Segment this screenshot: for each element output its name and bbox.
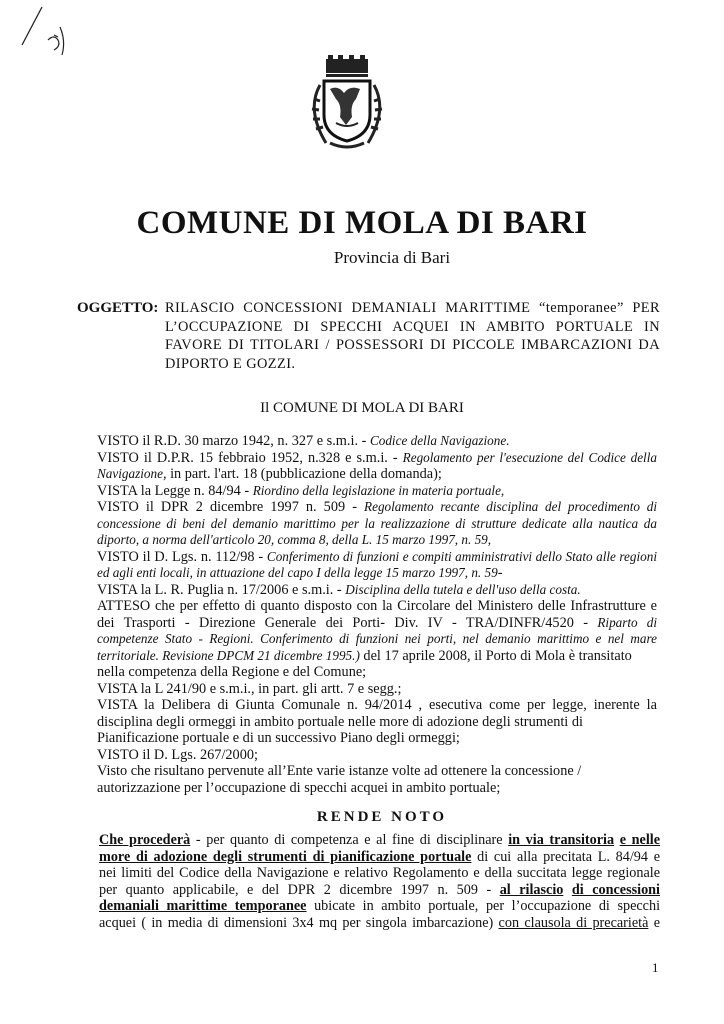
subject-line: DIPORTO E GOZZI.: [165, 355, 296, 372]
text: demaniali marittime temporanee: [99, 898, 307, 914]
text: ubicate in ambito portuale, per l’occupazione di specchi: [306, 898, 660, 914]
text: in via transitoria: [508, 832, 615, 848]
text: Conferimento di funzioni e compiti amministrativi dello Stato alle regioni: [266, 548, 657, 564]
body-line: diporto, a norma dell'articolo 20, comma 8, della L. 15 marzo 1997, n. 59,: [97, 532, 492, 547]
notice-line: [99, 898, 660, 915]
rende-noto-heading: RENDE NOTO: [316, 809, 448, 825]
subject-line: FAVORE DI TITOLARI / POSSESSORI DI PICCOLE IMBARCAZIONI DA: [165, 337, 660, 353]
body-line: [97, 648, 657, 665]
body-line: Visto che risultano pervenute all’Ente varie istanze volte ad ottenere la concessione /: [97, 763, 582, 779]
text: e nelle: [619, 832, 660, 848]
body-line: [97, 433, 657, 450]
text: acquei ( in media di dimensioni 3x4 mq per singola imbarcazione): [99, 914, 499, 931]
body-line: Pianificazione portuale e di un successivo Piano degli ormeggi;: [97, 730, 460, 746]
text: al rilascio: [499, 881, 564, 898]
notice-line: [99, 915, 660, 932]
text: more di adozione degli strumenti di pianificazione portuale: [99, 848, 472, 865]
body-line: [97, 549, 657, 566]
subject-label: OGGETTO:: [77, 300, 159, 316]
notice-line: [99, 832, 660, 849]
text: - per quanto di competenza e al fine di disciplinare: [190, 832, 509, 848]
text: per quanto applicabile, e del DPR 2 dicembre 1997 n. 509 -: [99, 881, 500, 898]
notice-paragraph: [99, 832, 660, 931]
text: VISTA la L. R. Puglia n. 17/2006 e s.m.i. -: [97, 581, 346, 598]
subject-line: RILASCIO CONCESSIONI DEMANIALI MARITTIME “temporanee” PER: [165, 300, 660, 316]
body-line: VISTA la Delibera di Giunta Comunale n. 94/2014 , esecutiva come per legge, inerente la: [97, 697, 657, 713]
page-number: 1: [652, 960, 659, 975]
body-line: [97, 565, 657, 582]
text: Navigazione: [97, 466, 163, 481]
text: e: [648, 914, 660, 931]
text: Regolamento per l'esecuzione del Codice della: [402, 449, 657, 465]
text: Riparto di: [597, 614, 657, 630]
body-line: [97, 615, 657, 632]
body-line: disciplina degli ormeggi in ambito portuale nelle more di adozione degli strumenti di: [97, 713, 583, 730]
notice-line: [99, 882, 660, 899]
notice-line: nei limiti del Codice della Navigazione e relativo Regolamento e della succitata legge regionale: [99, 865, 660, 881]
body-line: competenze Stato - Regioni. Conferimento di funzioni nei porti, nel demanio marittimo e nel mare: [97, 631, 657, 646]
body-line: VISTA la L 241/90 e s.m.i., in part. gli artt. 7 e segg.;: [97, 680, 402, 697]
handwritten-mark: [20, 5, 70, 60]
text: -: [497, 565, 503, 581]
body-line: [97, 483, 657, 500]
text: con clausola di precarietà: [498, 914, 649, 931]
text: del 17 aprile 2008, il Porto di Mola è transitato: [359, 647, 632, 664]
body-line: [97, 582, 657, 599]
text: VISTO il D.P.R. 15 febbraio 1952, n.328 e s.m.i. -: [97, 449, 403, 466]
body-line: concessione di beni del demanio marittimo per la realizzazione di strutture dedicate alla nautica da: [97, 515, 657, 531]
body-line: [97, 499, 657, 516]
text: di cui alla precitata L. 84/94 e: [471, 848, 660, 865]
text: VISTO il DPR 2 dicembre 1997 n. 509 -: [97, 499, 365, 515]
notice-line: [99, 849, 660, 866]
text: , in part. l'art. 18 (pubblicazione della domanda);: [162, 466, 442, 482]
section-heading: Il COMUNE DI MOLA DI BARI: [260, 400, 464, 416]
body-line: autorizzazione per l’occupazione di specchi acquei in ambito portuale;: [97, 779, 501, 796]
text: VISTO il D. Lgs. n. 112/98 -: [97, 548, 267, 565]
text: Disciplina della tutela e dell'uso della costa.: [345, 581, 581, 597]
subject-line: L’OCCUPAZIONE DI SPECCHI ACQUEI IN AMBITO PORTUALE IN: [165, 318, 660, 335]
document-body: [97, 433, 657, 796]
text: VISTA la Legge n. 84/94 -: [97, 482, 253, 499]
text: VISTO il R.D. 30 marzo 1942, n. 327 e s.m.i. -: [97, 433, 370, 449]
text: Codice della Navigazione.: [369, 433, 510, 448]
body-line: [97, 450, 657, 467]
subject-text: [165, 299, 660, 373]
body-line: [97, 466, 657, 483]
body-line: VISTO il D. Lgs. 267/2000;: [97, 746, 258, 763]
body-line: ATTESO che per effetto di quanto disposto con la Circolare del Ministero delle Infrastrutture e: [97, 598, 657, 614]
text: Che procederà: [99, 832, 191, 848]
body-line: nella competenza della Regione e del Comune;: [97, 664, 367, 680]
text: [563, 882, 572, 898]
municipal-crest-icon: [300, 55, 394, 151]
text: Riordino della legislazione in materia portuale,: [252, 482, 505, 498]
text: Regolamento recante disciplina del procedimento di: [364, 499, 657, 514]
text: dei Trasporti - Direzione Generale dei Porti- Div. IV - TRA/DINFR/4520 -: [97, 614, 598, 631]
province-subtitle: Provincia di Bari: [333, 248, 451, 267]
text: territoriale. Revisione DPCM 21 dicembre 1995.): [97, 647, 360, 663]
text: di concessioni: [571, 881, 660, 898]
text: ed agli enti locali, in attuazione del capo I della legge 15 marzo 1997, n. 59: [97, 565, 498, 580]
page-title: COMUNE DI MOLA DI BARI: [136, 205, 588, 241]
